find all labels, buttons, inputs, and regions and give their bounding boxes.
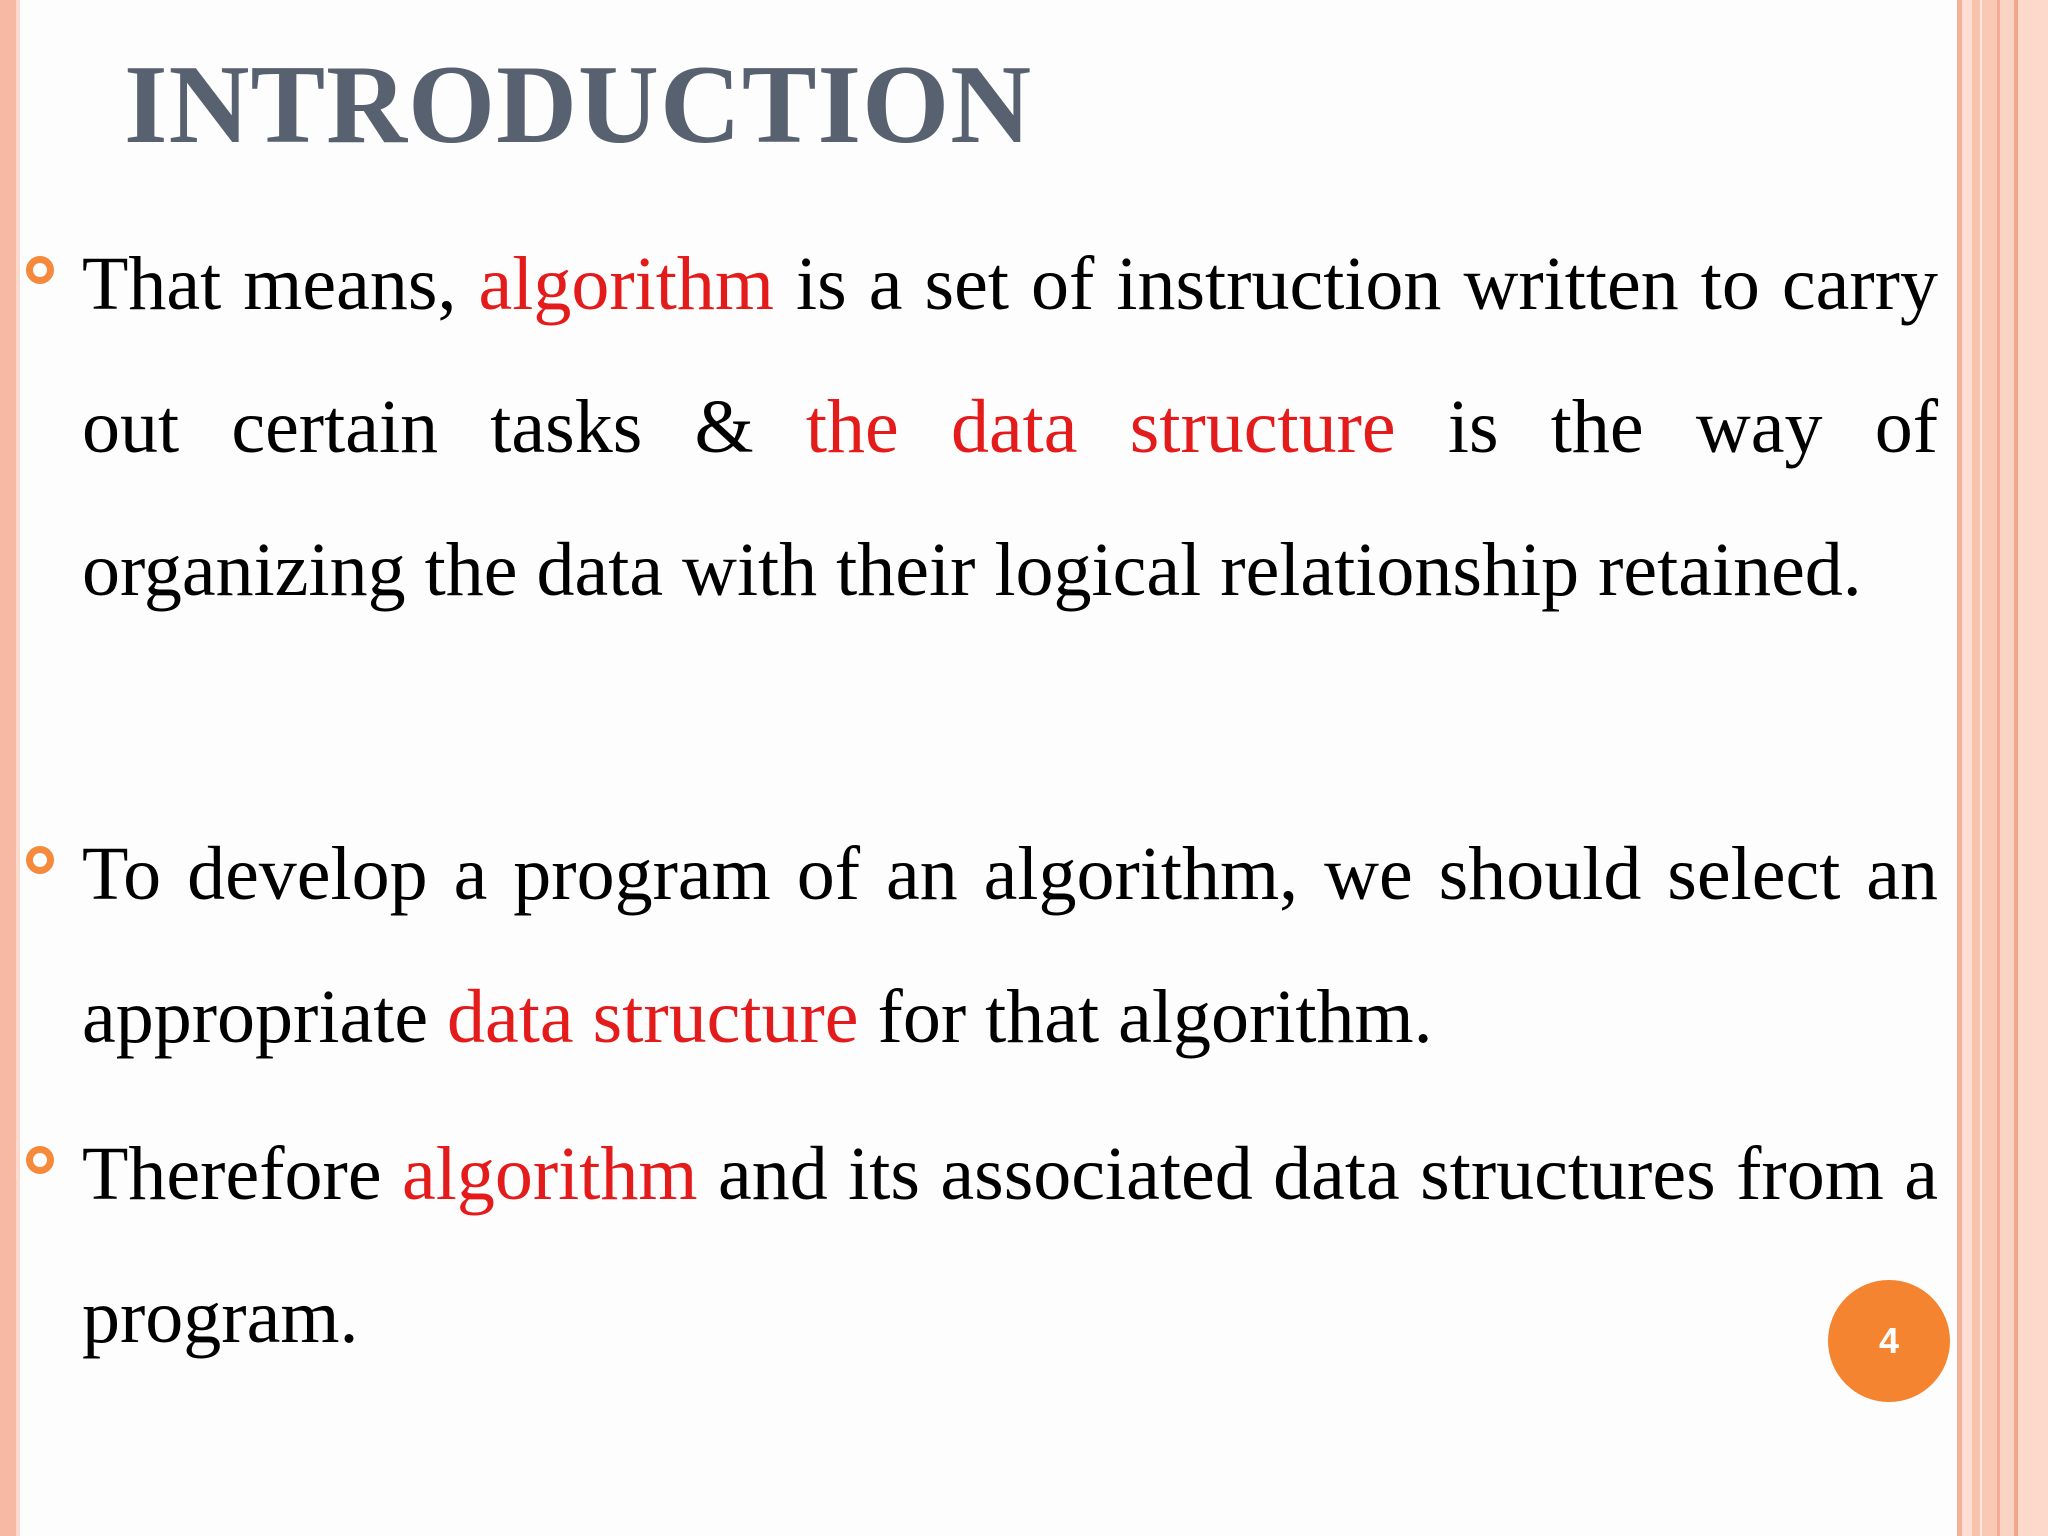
right-border-stripe bbox=[2018, 0, 2048, 1536]
highlight-term: data structure bbox=[447, 975, 859, 1059]
right-border-stripe bbox=[1982, 0, 1997, 1536]
slide-title: INTRODUCTION bbox=[124, 43, 1033, 167]
right-border-stripe bbox=[1972, 0, 1980, 1536]
circle-bullet-icon bbox=[26, 256, 54, 284]
circle-bullet-icon bbox=[26, 846, 54, 874]
bullet-item-3 bbox=[82, 1103, 1938, 1389]
highlight-term: the data structure bbox=[805, 385, 1396, 469]
bullet-text: That means, bbox=[82, 242, 479, 326]
highlight-term: algorithm bbox=[402, 1132, 698, 1216]
bullet-text: for that algorithm. bbox=[858, 975, 1433, 1059]
page-number-badge: 4 bbox=[1828, 1280, 1950, 1402]
bullet-item-2 bbox=[82, 803, 1938, 1089]
bullet-text: and its associated data structures from a program. bbox=[82, 1132, 1938, 1359]
left-border bbox=[0, 0, 16, 1536]
left-border-inner bbox=[16, 0, 20, 1536]
bullet-text: To develop a program of an algorithm, we should select an appropriate bbox=[82, 832, 1938, 1059]
circle-bullet-icon bbox=[26, 1146, 54, 1174]
right-border-stripe bbox=[1962, 0, 1972, 1536]
bullet-text: Therefore bbox=[82, 1132, 402, 1216]
right-border-stripe bbox=[2000, 0, 2014, 1536]
bullet-item-1 bbox=[82, 213, 1938, 642]
bullet-text: is the way of organizing the data with their logical relationship retained. bbox=[82, 385, 1938, 612]
bullet-text: is a set of instruction written to carry out certain tasks & bbox=[82, 242, 1938, 469]
highlight-term: algorithm bbox=[478, 242, 775, 326]
